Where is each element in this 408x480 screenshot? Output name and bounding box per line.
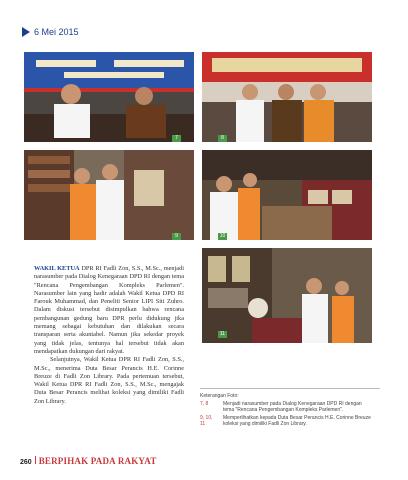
caption-photo-numbers: 9, 10, 11 bbox=[200, 415, 213, 427]
footer-brand: BERPIHAK PADA RAKYAT bbox=[38, 456, 157, 466]
caption-title: Keterangan Foto: bbox=[200, 393, 239, 399]
photo-caption bbox=[200, 388, 380, 427]
caption-photo-numbers: 7, 8 bbox=[200, 401, 209, 407]
caption-row bbox=[200, 415, 380, 427]
photo-library-2-image bbox=[202, 150, 372, 240]
footer-divider bbox=[35, 456, 36, 464]
article-paragraph-1-text: DPR RI Fadli Zon, S.S., M.Sc., menjadi narasumber pada Dialog Kenegaraan DPD RI dengan tema "Rencana Pengembangan Kompleks Parlemen". Narasumber lain yang hadir adalah Wakil Ketua DPD RI Farouk Muhammad, dan Peneliti Senior LIPI Siti Zuhro. Dalam diskusi tersebut disimpulkan bahwa rencana pembangunan gedung baru DPR perlu didukung jika memang sebagai kebutuhan dan dilakukan secara transparan serta akuntabel. Namun jika sekedar proyek yang tidak jelas, tentunya hal tersebut tidak akan mendapatkan dukungan dari rakyat. bbox=[34, 265, 184, 355]
photo-dialog-2-image bbox=[202, 52, 372, 142]
caption-text: Memperlihatkan kepada Duta Besar Perancis H.E. Corinne Breuze koleksi yang dimiliki Fadli Zon Library. bbox=[223, 415, 371, 427]
photo-dialog-1 bbox=[24, 52, 194, 142]
page-number: 260 bbox=[20, 459, 32, 466]
caption-text: Menjadi narasumber pada Dialog Kenegaraan DPD RI dengan tema "Rencana Pengembangan Kompleks Parlemen". bbox=[223, 401, 362, 413]
article-body bbox=[34, 265, 184, 406]
article-paragraph-2: Selanjutnya, Wakil Ketua DPR RI Fadli Zon, S.S., M.Sc., menerima Duta Besar Perancis H.E. Corinne Breuze di Fadli Zon Library. Pada pertemuan tersebut, Wakil Ketua DPR RI Fadli Zon, S.S., M.Sc., mengajak Duta Besar Perancis melihat koleksi yang dimiliki Fadli Zon Library. bbox=[34, 356, 184, 405]
photo-number-badge: 9 bbox=[172, 233, 181, 240]
photo-number-badge: 7 bbox=[172, 135, 181, 142]
photo-dialog-1-image bbox=[24, 52, 194, 142]
photo-library-3 bbox=[202, 248, 372, 343]
photo-dialog-2 bbox=[202, 52, 372, 142]
photo-library-1-image bbox=[24, 150, 194, 240]
date-label: 6 Mei 2015 bbox=[34, 27, 79, 37]
photo-number-badge: 8 bbox=[218, 135, 227, 142]
photo-library-3-image bbox=[202, 248, 372, 343]
article-lead: WAKIL KETUA bbox=[34, 265, 80, 272]
photo-library-2 bbox=[202, 150, 372, 240]
caption-row bbox=[200, 401, 380, 413]
date-header bbox=[22, 27, 79, 37]
photo-library-1 bbox=[24, 150, 194, 240]
arrow-icon bbox=[22, 27, 30, 37]
page-footer bbox=[20, 456, 157, 466]
article-paragraph-1 bbox=[34, 265, 184, 356]
photo-number-badge: 11 bbox=[219, 331, 226, 337]
photo-number-badge: 10 bbox=[219, 233, 226, 239]
